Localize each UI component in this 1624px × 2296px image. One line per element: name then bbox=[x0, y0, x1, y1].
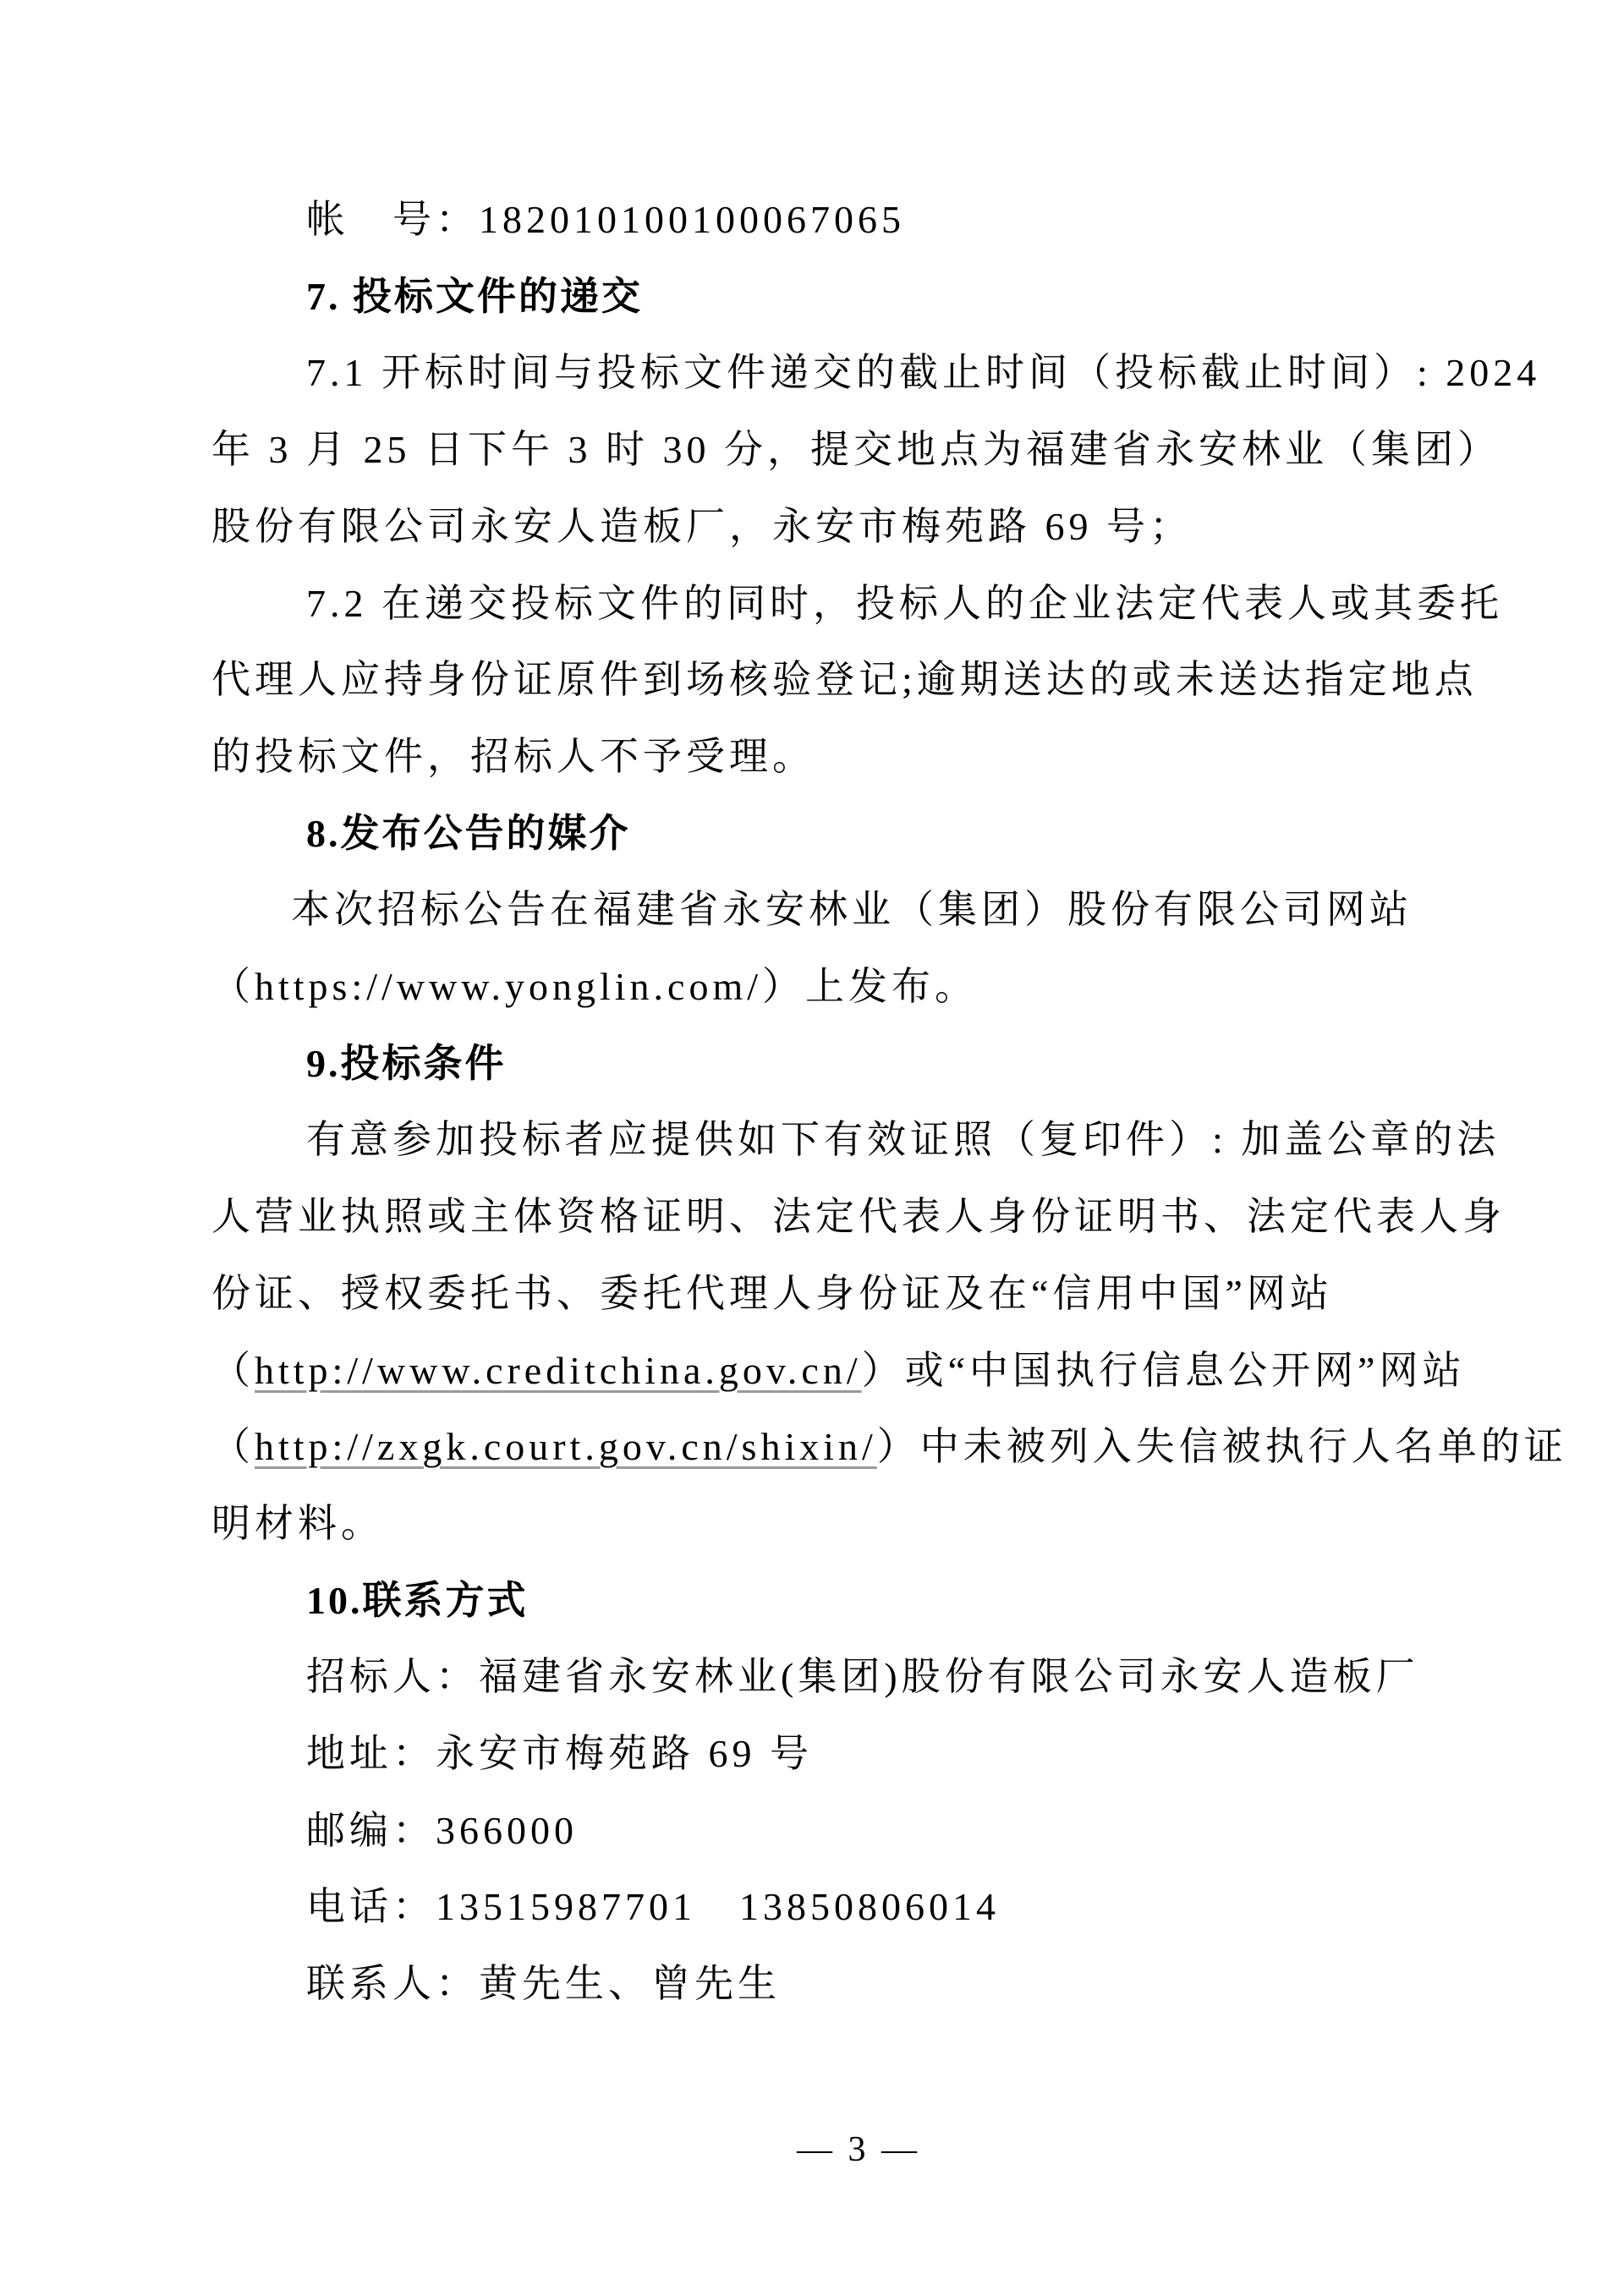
clause-7-2-line-2: 代理人应持身份证原件到场核验登记;逾期送达的或未送达指定地点 bbox=[211, 658, 1478, 702]
section-8-body-line-1: 本次招标公告在福建省永安林业（集团）股份有限公司网站 bbox=[291, 888, 1413, 932]
clause-7-2-line-1: 7.2 在递交投标文件的同时，投标人的企业法定代表人或其委托 bbox=[306, 581, 1503, 625]
account-value: 182010100100067065 bbox=[479, 198, 905, 241]
postcode-value: 366000 bbox=[436, 1808, 578, 1852]
contact-tenderer-line bbox=[211, 1639, 1533, 1716]
address-label: 地址： bbox=[306, 1732, 436, 1776]
section-9-body-line-1: 有意参加投标者应提供如下有效证照（复印件）: 加盖公章的法 bbox=[306, 1118, 1501, 1162]
zxgk-url-line bbox=[211, 1409, 1567, 1486]
zxgk-court-link[interactable]: http://zxgk.court.gov.cn/shixin/ bbox=[255, 1425, 877, 1469]
contact-address-line bbox=[211, 1716, 1533, 1793]
section-9-body-line-3: 份证、授权委托书、委托代理人身份证及在“信用中国”网站 bbox=[211, 1271, 1333, 1315]
section-10-heading: 10.联系方式 bbox=[306, 1578, 529, 1622]
postcode-label: 邮编： bbox=[306, 1808, 436, 1852]
zxgk-line-tail: ）中未被列入失信被执行人名单的证 bbox=[876, 1425, 1567, 1469]
phone-label: 电话： bbox=[306, 1885, 436, 1929]
tenderer-value: 福建省永安林业(集团)股份有限公司永安人造板厂 bbox=[479, 1655, 1419, 1699]
document-body bbox=[211, 182, 1567, 2023]
clause-7-1-line-2: 年 3 月 25 日下午 3 时 30 分，提交地点为福建省永安林业（集团） bbox=[211, 428, 1501, 472]
clause-7-1-line-3: 股份有限公司永安人造板厂，永安市梅苑路 69 号； bbox=[211, 504, 1193, 548]
account-label: 帐 号： bbox=[306, 198, 479, 241]
phone-value: 13515987701 13850806014 bbox=[436, 1885, 1000, 1929]
open-paren: （ bbox=[211, 1425, 255, 1469]
open-paren: （ bbox=[211, 1348, 255, 1392]
tenderer-label: 招标人： bbox=[306, 1655, 479, 1699]
section-8-body-line-2: （https://www.yonglin.com/）上发布。 bbox=[211, 965, 979, 1009]
creditchina-line-tail: ）或“中国执行信息公开网”网站 bbox=[861, 1348, 1466, 1392]
section-9-body-line-2: 人营业执照或主体资格证明、法定代表人身份证明书、法定代表人身 bbox=[211, 1195, 1506, 1239]
contact-person-value: 黄先生、曾先生 bbox=[479, 1962, 781, 2006]
address-value: 永安市梅苑路 69 号 bbox=[436, 1732, 813, 1776]
clause-7-1-line-1: 7.1 开标时间与投标文件递交的截止时间（投标截止时间）: 2024 bbox=[306, 351, 1541, 395]
account-number-line bbox=[211, 182, 1533, 259]
contact-person-label: 联系人： bbox=[306, 1962, 479, 2006]
section-7-heading: 7. 投标文件的递交 bbox=[306, 274, 643, 318]
section-9-heading: 9.投标条件 bbox=[306, 1041, 507, 1085]
contact-phone-line bbox=[211, 1869, 1533, 1946]
creditchina-link[interactable]: http://www.creditchina.gov.cn/ bbox=[255, 1348, 862, 1392]
contact-person-line bbox=[211, 1946, 1533, 2023]
section-8-heading: 8.发布公告的媒介 bbox=[306, 811, 631, 855]
section-9-closing-line: 明材料。 bbox=[211, 1501, 384, 1545]
clause-7-2-line-3: 的投标文件，招标人不予受理。 bbox=[211, 734, 815, 778]
creditchina-url-line bbox=[211, 1333, 1533, 1410]
page-number: — 3 — bbox=[797, 2130, 920, 2169]
contact-postcode-line bbox=[211, 1793, 1533, 1870]
